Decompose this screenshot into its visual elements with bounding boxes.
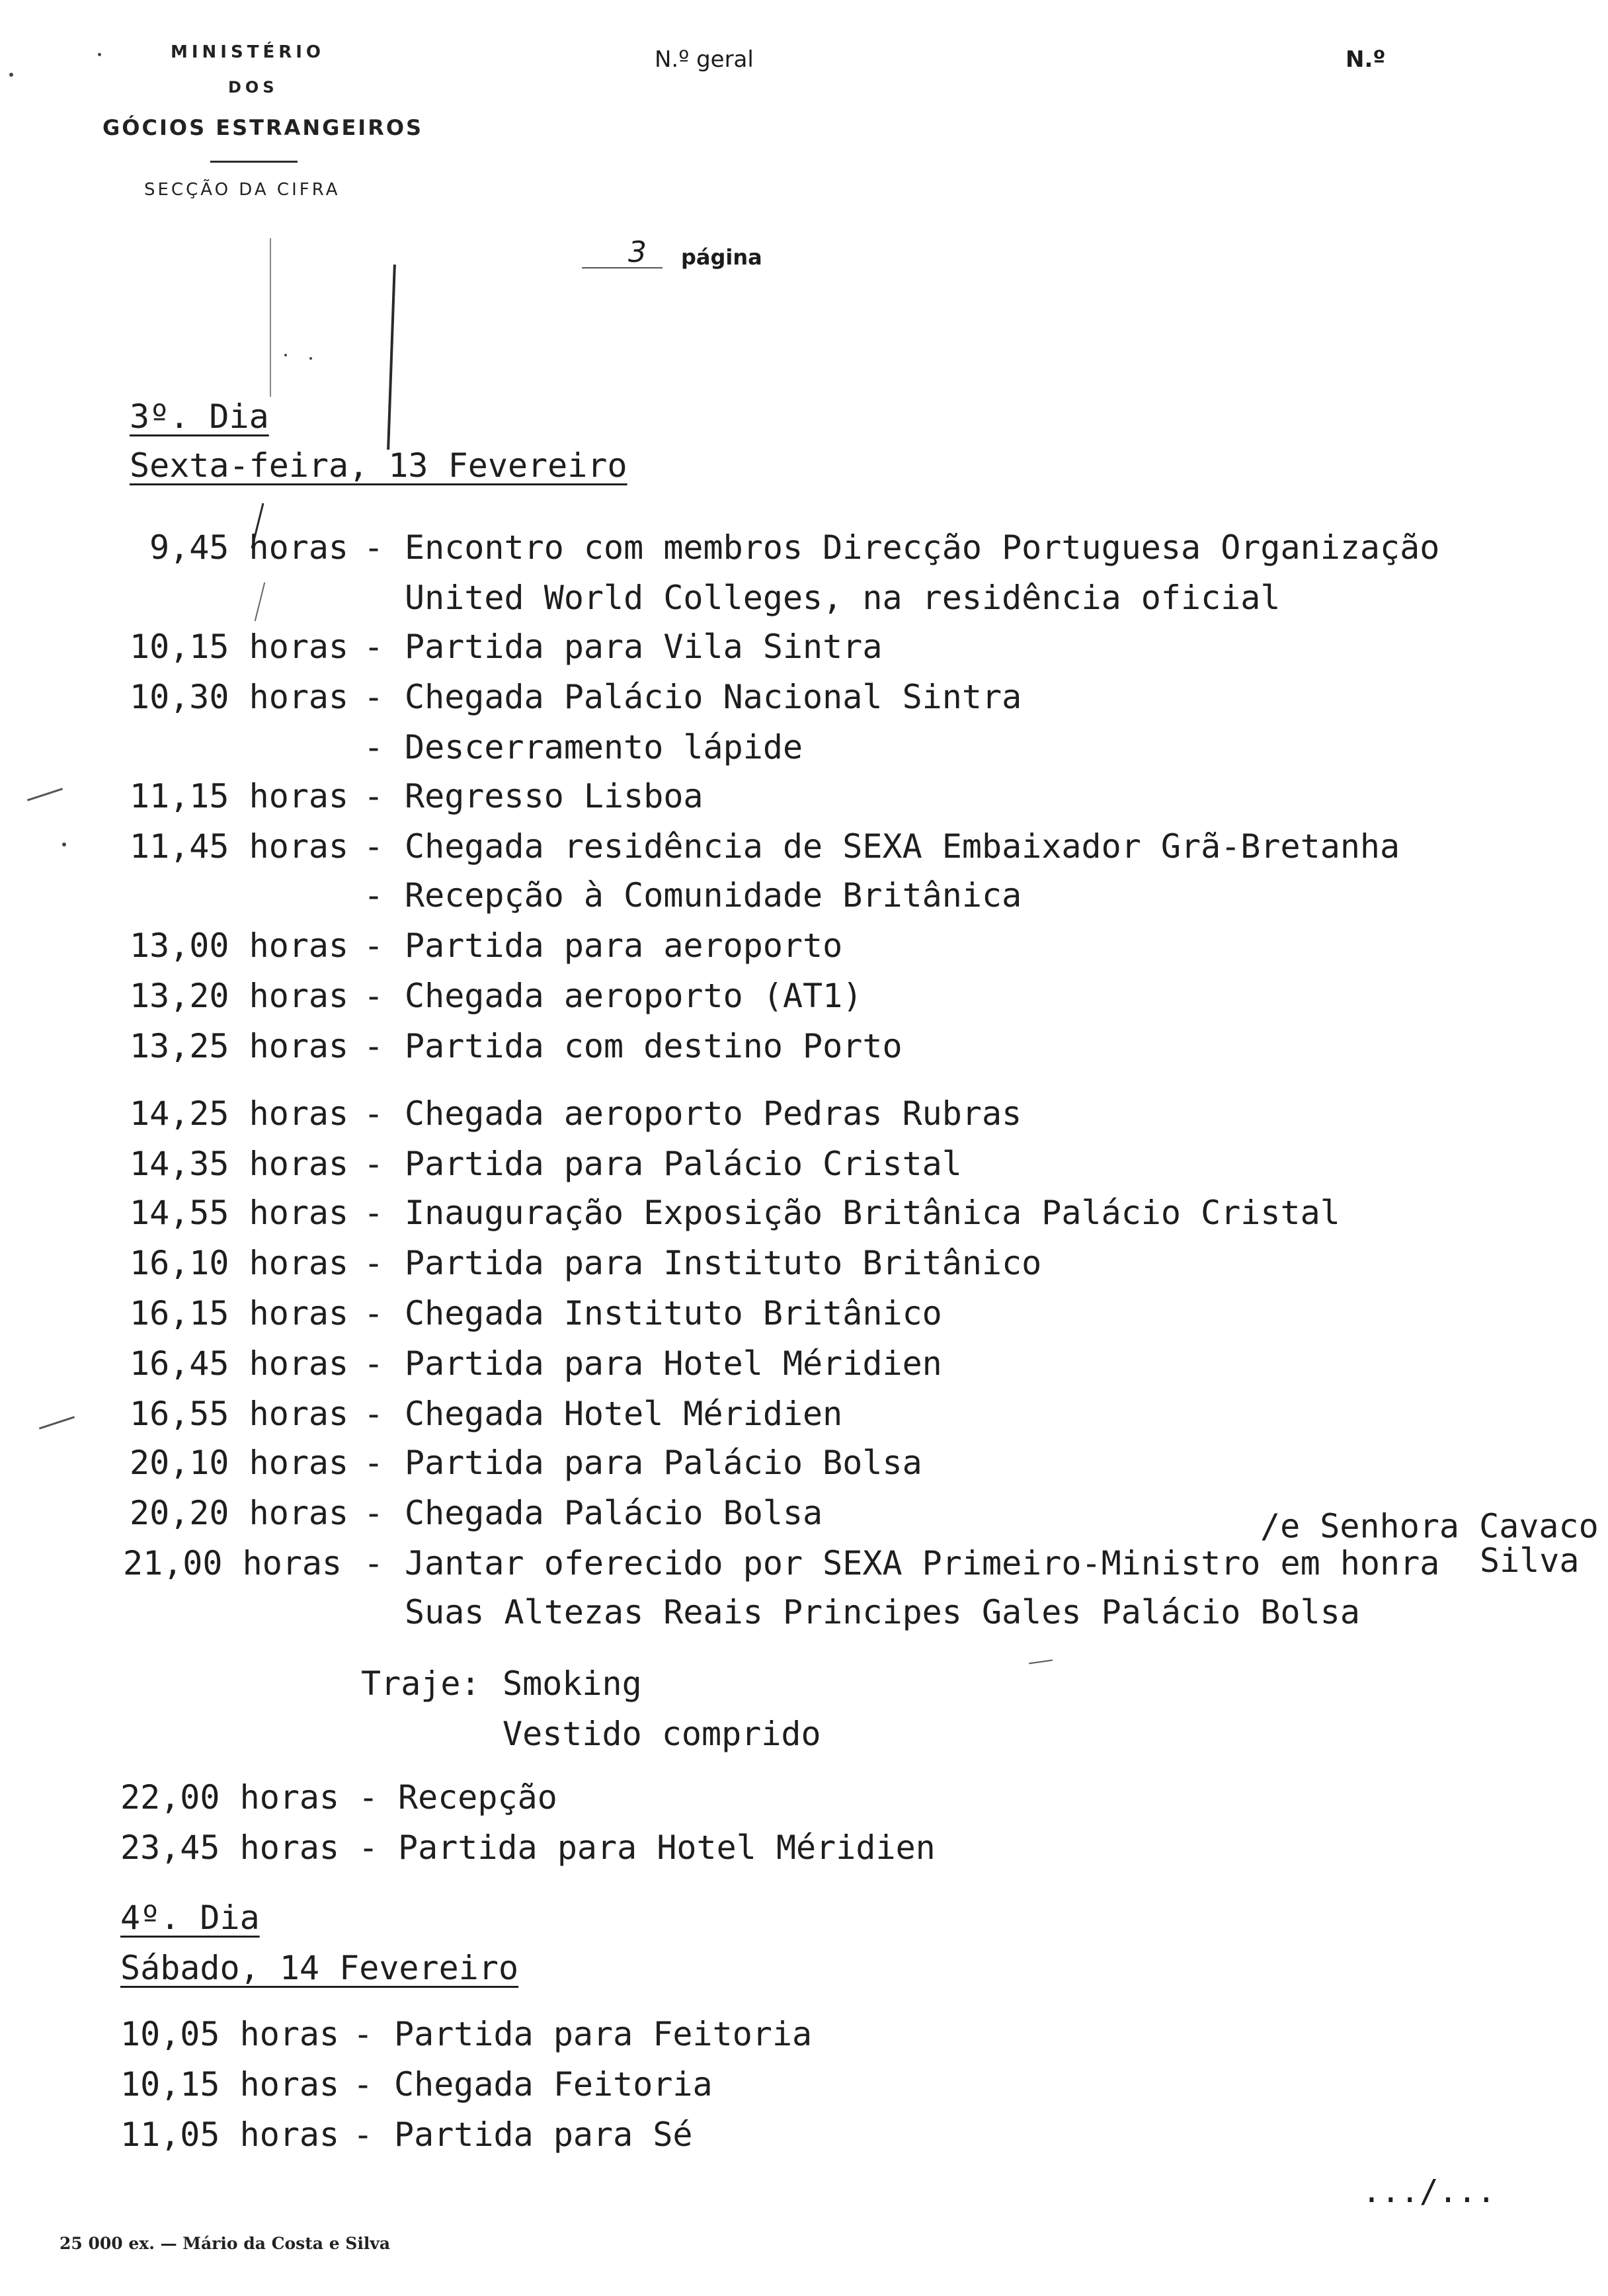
speck bbox=[62, 842, 66, 846]
schedule-dash: - bbox=[364, 827, 384, 866]
schedule-time: 20,20 horas bbox=[130, 1494, 349, 1532]
schedule-text: Chegada aeroporto Pedras Rubras bbox=[405, 1094, 1022, 1133]
schedule-dash: - bbox=[364, 728, 384, 766]
speck bbox=[9, 73, 13, 77]
dress-code-dress: Vestido comprido bbox=[502, 1715, 821, 1753]
schedule-time: 16,55 horas bbox=[130, 1395, 349, 1433]
schedule-time: 11,05 horas bbox=[120, 2115, 340, 2154]
schedule-text: Recepção à Comunidade Britânica bbox=[405, 876, 1022, 915]
schedule-text: Partida para Vila Sintra bbox=[405, 628, 883, 666]
continuation-mark: .../... bbox=[1362, 2173, 1496, 2210]
letterhead-divider bbox=[210, 161, 298, 163]
schedule-text: Chegada Palácio Bolsa bbox=[405, 1494, 823, 1532]
schedule-dash: - bbox=[364, 1444, 384, 1482]
day3-date: Sexta-feira, 13 Fevereiro bbox=[130, 446, 627, 485]
schedule-text: Partida para Palácio Bolsa bbox=[405, 1444, 922, 1482]
schedule-time: 13,25 horas bbox=[130, 1027, 349, 1065]
margin-mark bbox=[27, 788, 63, 801]
schedule-dash: - bbox=[364, 1395, 384, 1433]
schedule-dash: - bbox=[364, 1027, 384, 1065]
schedule-dash: - bbox=[364, 1294, 384, 1332]
schedule-time: 16,10 horas bbox=[130, 1244, 349, 1282]
schedule-time: 10,05 horas bbox=[120, 2015, 340, 2053]
schedule-dash: - bbox=[364, 977, 384, 1015]
number-label: N.º bbox=[1346, 46, 1386, 73]
schedule-text: Partida para Palácio Cristal bbox=[405, 1145, 962, 1183]
schedule-text: Descerramento lápide bbox=[405, 728, 803, 766]
schedule-text: Partida para aeroporto bbox=[405, 926, 843, 965]
letterhead-ministry: MINISTÉRIO bbox=[171, 42, 325, 62]
pen-stroke bbox=[387, 265, 396, 450]
schedule-dash: - bbox=[353, 2015, 374, 2053]
schedule-text: Partida para Sé bbox=[394, 2115, 693, 2154]
dress-code-smoking: Smoking bbox=[502, 1664, 642, 1703]
page-label: página bbox=[681, 245, 762, 270]
pen-stroke-faint bbox=[270, 238, 271, 397]
schedule-dash: - bbox=[364, 1145, 384, 1183]
schedule-dash: - bbox=[364, 926, 384, 965]
margin-mark bbox=[1029, 1660, 1053, 1664]
schedule-dash: - bbox=[364, 1194, 384, 1232]
day3-heading: 3º. Dia bbox=[130, 397, 269, 436]
margin-mark bbox=[39, 1416, 75, 1429]
schedule-time: 10,15 horas bbox=[130, 628, 349, 666]
schedule-dash: - bbox=[364, 628, 384, 666]
schedule-time: 13,20 horas bbox=[130, 977, 349, 1015]
page-number: 3 bbox=[628, 235, 647, 269]
schedule-time: 21,00 horas bbox=[123, 1544, 342, 1582]
schedule-time: 13,00 horas bbox=[130, 926, 349, 965]
speck bbox=[284, 354, 287, 356]
schedule-text: Inauguração Exposição Britânica Palácio Cristal bbox=[405, 1194, 1340, 1232]
schedule-time: 16,15 horas bbox=[130, 1294, 349, 1332]
schedule-dash: - bbox=[358, 1828, 379, 1867]
schedule-time: 9,45 horas bbox=[149, 528, 349, 567]
schedule-time: 10,30 horas bbox=[130, 678, 349, 716]
insert-note: /e Senhora Cavaco bbox=[1260, 1507, 1599, 1545]
schedule-text: Jantar oferecido por SEXA Primeiro-Ministro em honra bbox=[405, 1544, 1440, 1582]
schedule-time: 11,45 horas bbox=[130, 827, 349, 866]
schedule-time: 23,45 horas bbox=[120, 1828, 340, 1867]
page-number-line bbox=[582, 267, 663, 268]
letterhead-dos: DOS bbox=[228, 78, 278, 97]
schedule-text: Recepção bbox=[398, 1778, 557, 1817]
schedule-time: 14,55 horas bbox=[130, 1194, 349, 1232]
pen-tick bbox=[255, 583, 265, 622]
schedule-time: 16,45 horas bbox=[130, 1344, 349, 1383]
schedule-text: Partida para Instituto Britânico bbox=[405, 1244, 1042, 1282]
dress-code-label: Traje: bbox=[361, 1664, 481, 1703]
schedule-text: Chegada residência de SEXA Embaixador Grã-Bretanha bbox=[405, 827, 1400, 866]
speck bbox=[98, 53, 101, 56]
day4-heading: 4º. Dia bbox=[120, 1899, 260, 1937]
insert-note-line2: Silva bbox=[1480, 1541, 1580, 1580]
schedule-text: Partida para Feitoria bbox=[394, 2015, 813, 2053]
schedule-dash: - bbox=[364, 678, 384, 716]
schedule-dash: - bbox=[364, 1094, 384, 1133]
section-title: SECÇÃO DA CIFRA bbox=[144, 180, 341, 200]
schedule-time: 11,15 horas bbox=[130, 777, 349, 815]
schedule-text: Chegada Hotel Méridien bbox=[405, 1395, 843, 1433]
schedule-dash: - bbox=[353, 2065, 374, 2104]
letterhead-department: GÓCIOS ESTRANGEIROS bbox=[102, 115, 424, 140]
schedule-dash: - bbox=[358, 1778, 379, 1817]
schedule-time: 22,00 horas bbox=[120, 1778, 340, 1817]
schedule-time: 20,10 horas bbox=[130, 1444, 349, 1482]
schedule-dash: - bbox=[364, 777, 384, 815]
schedule-time: 10,15 horas bbox=[120, 2065, 340, 2104]
speck bbox=[309, 357, 312, 360]
schedule-dash: - bbox=[353, 2115, 374, 2154]
schedule-dash: - bbox=[364, 1494, 384, 1532]
schedule-dash: - bbox=[364, 1544, 384, 1582]
schedule-text: Chegada aeroporto (AT1) bbox=[405, 977, 863, 1015]
schedule-time: 14,25 horas bbox=[130, 1094, 349, 1133]
schedule-text: Partida com destino Porto bbox=[405, 1027, 903, 1065]
schedule-text: Chegada Instituto Britânico bbox=[405, 1294, 942, 1332]
schedule-dash: - bbox=[364, 528, 384, 567]
schedule-text: Chegada Feitoria bbox=[394, 2065, 713, 2104]
schedule-dash: - bbox=[364, 1344, 384, 1383]
schedule-text: Suas Altezas Reais Principes Gales Palácio Bolsa bbox=[405, 1593, 1360, 1631]
schedule-text: Partida para Hotel Méridien bbox=[398, 1828, 936, 1867]
day4-date: Sábado, 14 Fevereiro bbox=[120, 1949, 519, 1987]
schedule-dash: - bbox=[364, 1244, 384, 1282]
schedule-dash: - bbox=[364, 876, 384, 915]
schedule-text: United World Colleges, na residência oficial bbox=[405, 579, 1281, 617]
printer-footer: 25 000 ex. — Mário da Costa e Silva bbox=[60, 2234, 391, 2253]
schedule-text: Partida para Hotel Méridien bbox=[405, 1344, 942, 1383]
schedule-text: Chegada Palácio Nacional Sintra bbox=[405, 678, 1022, 716]
general-number-label: N.º geral bbox=[655, 46, 754, 73]
schedule-text: Encontro com membros Direcção Portuguesa Organização bbox=[405, 528, 1440, 567]
schedule-time: 14,35 horas bbox=[130, 1145, 349, 1183]
schedule-text: Regresso Lisboa bbox=[405, 777, 704, 815]
